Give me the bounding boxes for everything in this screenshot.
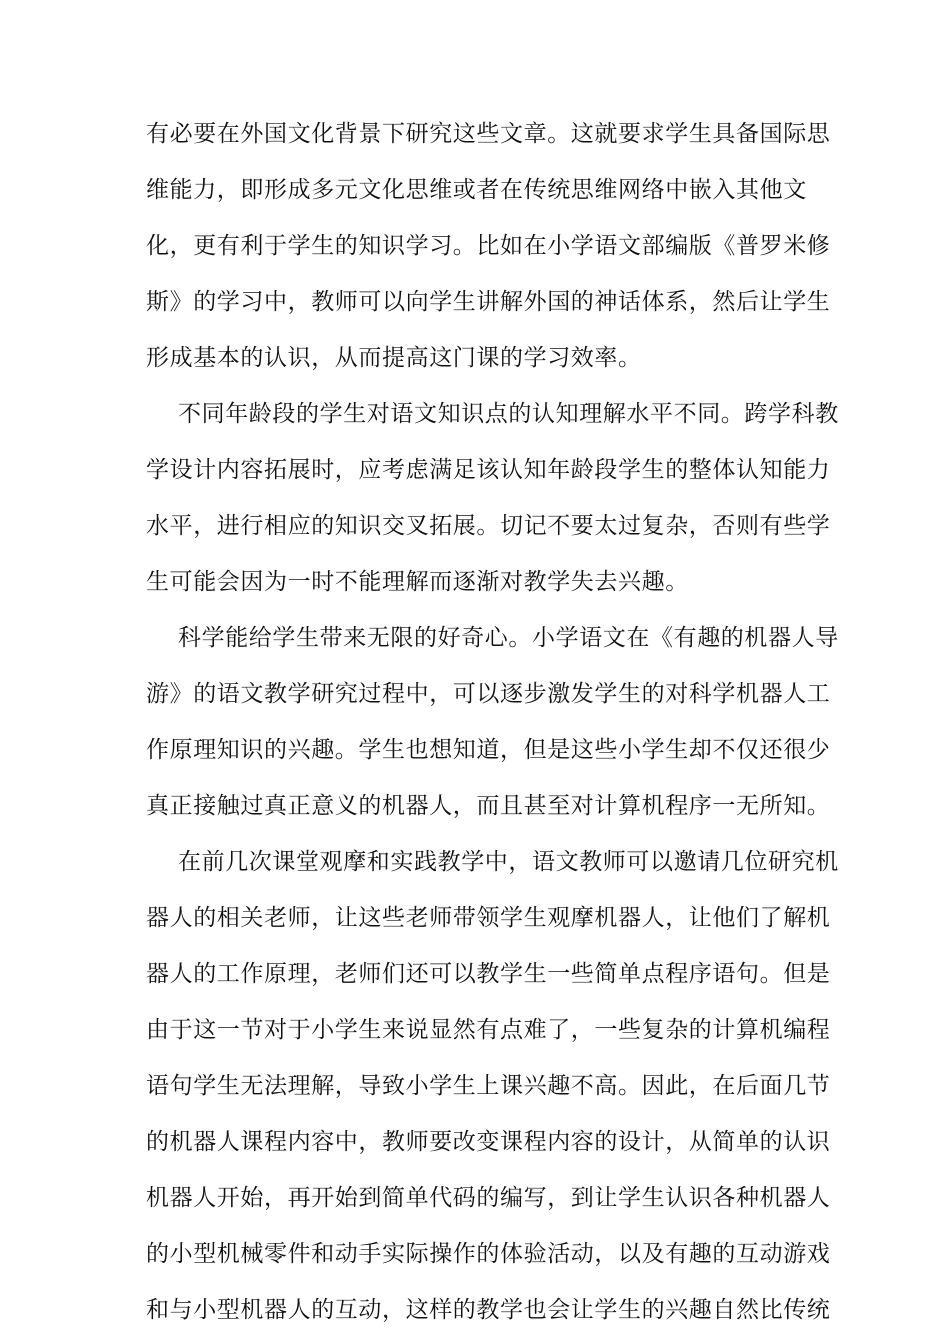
text-line: 作原理知识的兴趣。学生也想知道，但是这些小学生却不仅还很少 <box>146 737 831 763</box>
text-line: 水平，进行相应的知识交叉拓展。切记不要太过复杂，否则有些学 <box>146 513 831 539</box>
text-line: 维能力，即形成多元文化思维或者在传统思维网络中嵌入其他文 <box>146 177 807 203</box>
paragraph-first-line: 不同年龄段的学生对语文知识点的认知理解水平不同。跨学科教 <box>178 401 839 427</box>
text-line: 和与小型机器人的互动，这样的教学也会让学生的兴趣自然比传统 <box>146 1297 831 1323</box>
text-line: 形成基本的认识，从而提高这门课的学习效率。 <box>146 345 642 371</box>
text-line: 由于这一节对于小学生来说显然有点难了，一些复杂的计算机编程 <box>146 1017 831 1043</box>
text-line: 机器人开始，再开始到简单代码的编写，到让学生认识各种机器人 <box>146 1185 831 1211</box>
text-line: 化，更有利于学生的知识学习。比如在小学语文部编版《普罗米修 <box>146 233 831 259</box>
text-line: 的小型机械零件和动手实际操作的体验活动，以及有趣的互动游戏 <box>146 1241 831 1267</box>
paragraph-first-line: 在前几次课堂观摩和实践教学中，语文教师可以邀请几位研究机 <box>178 849 839 875</box>
text-line: 器人的相关老师，让这些老师带领学生观摩机器人，让他们了解机 <box>146 905 831 931</box>
text-line: 有必要在外国文化背景下研究这些文章。这就要求学生具备国际思 <box>146 121 831 147</box>
text-line: 器人的工作原理，老师们还可以教学生一些简单点程序语句。但是 <box>146 961 831 987</box>
text-line: 游》的语文教学研究过程中，可以逐步激发学生的对科学机器人工 <box>146 681 831 707</box>
text-line: 生可能会因为一时不能理解而逐渐对教学失去兴趣。 <box>146 569 689 595</box>
text-line: 学设计内容拓展时，应考虑满足该认知年龄段学生的整体认知能力 <box>146 457 831 483</box>
text-line: 的机器人课程内容中，教师要改变课程内容的设计，从简单的认识 <box>146 1129 831 1155</box>
text-line: 语句学生无法理解，导致小学生上课兴趣不高。因此，在后面几节 <box>146 1073 831 1099</box>
paragraph-first-line: 科学能给学生带来无限的好奇心。小学语文在《有趣的机器人导 <box>178 625 839 651</box>
text-line: 斯》的学习中，教师可以向学生讲解外国的神话体系，然后让学生 <box>146 289 831 315</box>
text-line: 真正接触过真正意义的机器人，而且甚至对计算机程序一无所知。 <box>146 793 831 819</box>
